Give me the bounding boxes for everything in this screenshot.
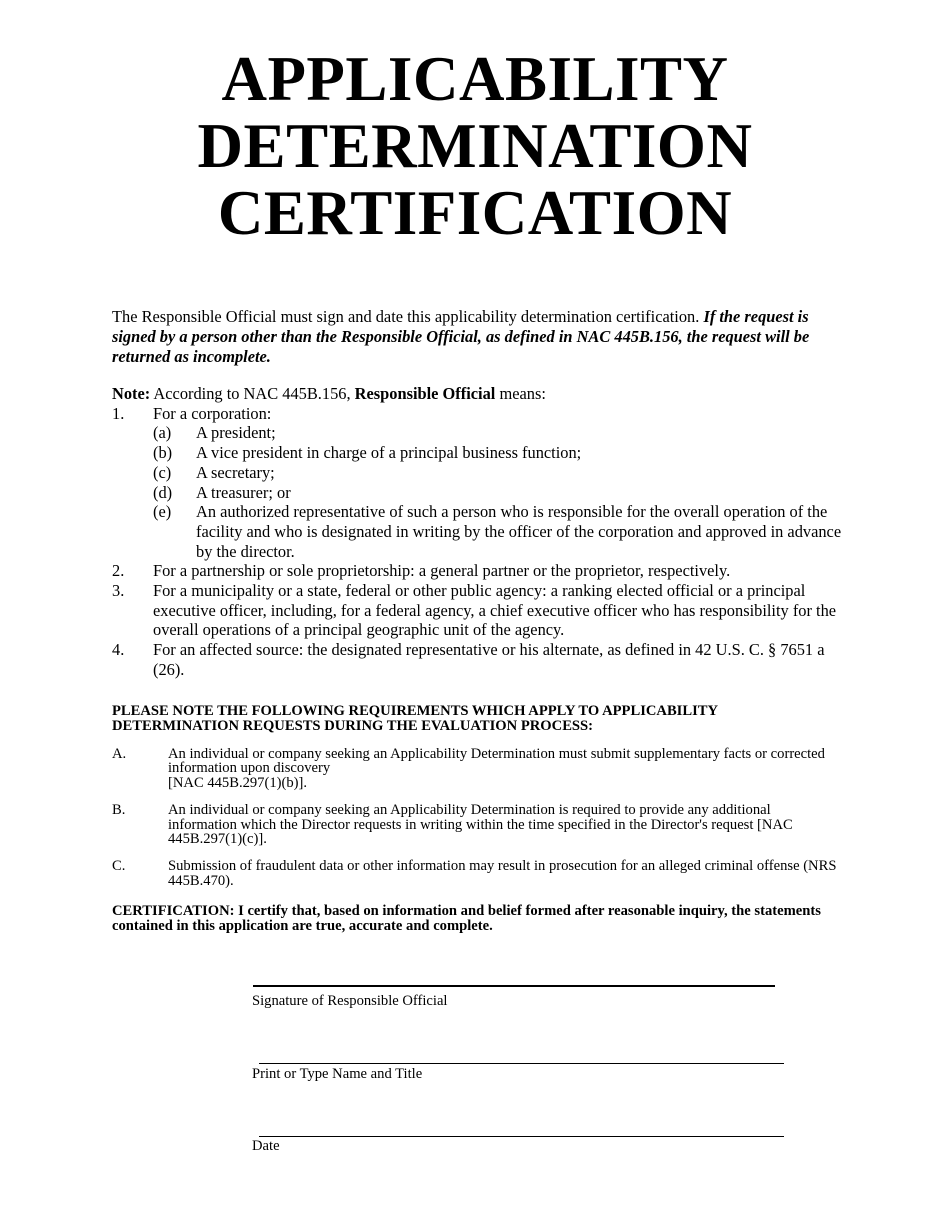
requirement-item	[112, 803, 842, 846]
sub-list-item-text: A vice president in charge of a principal business function;	[196, 443, 582, 463]
note-text-before: According to NAC 445B.156,	[150, 384, 355, 403]
name-title-label: Print or Type Name and Title	[252, 1066, 423, 1082]
title-line-1: APPLICABILITY	[221, 44, 729, 114]
signature-line[interactable]	[253, 985, 775, 987]
list-item-number: 1.	[112, 403, 125, 423]
sub-list-item	[112, 483, 842, 503]
title-line-2: DETERMINATION	[197, 111, 753, 181]
responsible-official-note	[112, 384, 842, 680]
sub-list-item-text: An authorized representative of such a person who is responsible for the overall operation of the facility and who is designated in writing by the officer of the corporation and approved in advance by the director.	[196, 502, 842, 561]
list-item-text: For an affected source: the designated representative or his alternate, as defined in 42 U.S. C. § 7651 a (26).	[153, 640, 825, 679]
list-item-text: For a partnership or sole proprietorship: a general partner or the proprietor, respectively.	[153, 561, 731, 581]
list-item	[112, 640, 842, 679]
sub-list-item-text: A secretary;	[196, 462, 275, 482]
sub-list-item-letter: (b)	[153, 443, 173, 463]
signature-label: Signature of Responsible Official	[252, 993, 448, 1009]
requirement-text	[168, 747, 842, 790]
date-label: Date	[252, 1138, 280, 1154]
list-item-text: For a municipality or a state, federal or other public agency: a ranking elected official or a principal executive officer, including, for a federal agency, a chief executive officer who has responsibility for the overall operations of a principal geographic unit of the agency.	[153, 581, 837, 640]
list-item-number: 3.	[112, 581, 125, 601]
requirement-item	[112, 859, 842, 888]
list-item	[112, 581, 842, 640]
requirement-letter: A.	[112, 746, 127, 762]
requirement-text: An individual or company seeking an Applicability Determination is required to provide any additional information which the Director requests in writing within the time specified in the Director's request [NAC 445B.297(1)(c)].	[168, 802, 793, 848]
sub-list-item-letter: (d)	[153, 482, 173, 502]
intro-plain-text: The Responsible Official must sign and date this applicability determination certification.	[112, 307, 704, 326]
requirement-text: Submission of fraudulent data or other information may result in prosecution for an alleged criminal offense (NRS 445B.470).	[168, 858, 837, 889]
sub-list-item	[112, 443, 842, 463]
sub-list-item-letter: (a)	[153, 423, 172, 443]
requirements-list	[112, 747, 842, 901]
sub-list-item-text: A president;	[196, 423, 276, 443]
note-label: Note:	[112, 384, 151, 403]
list-item-number: 4.	[112, 640, 125, 660]
document-title	[0, 46, 950, 247]
intro-paragraph	[112, 307, 842, 367]
sub-list-item-letter: (c)	[153, 462, 172, 482]
name-title-line[interactable]	[259, 1063, 784, 1064]
requirement-text-line-2: [NAC 445B.297(1)(b)].	[168, 774, 308, 791]
sub-list-item-letter: (e)	[153, 502, 172, 522]
certification-statement: CERTIFICATION: I certify that, based on information and belief formed after reasonable inquiry, the statements contained in this application are true, accurate and complete.	[112, 903, 821, 934]
intro-warning-text: If the request is signed by a person other than the Responsible Official, as defined in NAC 445B.156, the request will be returned as incomplete.	[112, 307, 810, 366]
note-term: Responsible Official	[354, 384, 496, 403]
sub-list-item	[112, 463, 842, 483]
note-intro-line	[112, 384, 842, 404]
requirement-item	[112, 747, 842, 790]
requirement-letter: C.	[112, 858, 126, 875]
sub-list-item	[112, 423, 842, 443]
list-item	[112, 561, 842, 581]
note-text-after: means:	[495, 384, 546, 403]
list-item-number: 2.	[112, 561, 125, 581]
sub-list-item-text: A treasurer; or	[196, 482, 291, 502]
sub-list-item	[112, 502, 842, 561]
title-line-3: CERTIFICATION	[217, 178, 733, 248]
date-line[interactable]	[259, 1136, 784, 1137]
list-item-text: For a corporation:	[153, 403, 272, 423]
requirements-heading: PLEASE NOTE THE FOLLOWING REQUIREMENTS WHICH APPLY TO APPLICABILITY DETERMINATION REQUESTS DURING THE EVALUATION PROCESS:	[112, 703, 718, 734]
requirement-text-line-1: An individual or company seeking an Applicability Determination must submit supplementary facts or corrected information upon discovery	[168, 746, 825, 777]
requirement-letter: B.	[112, 802, 126, 819]
list-item	[112, 404, 842, 424]
